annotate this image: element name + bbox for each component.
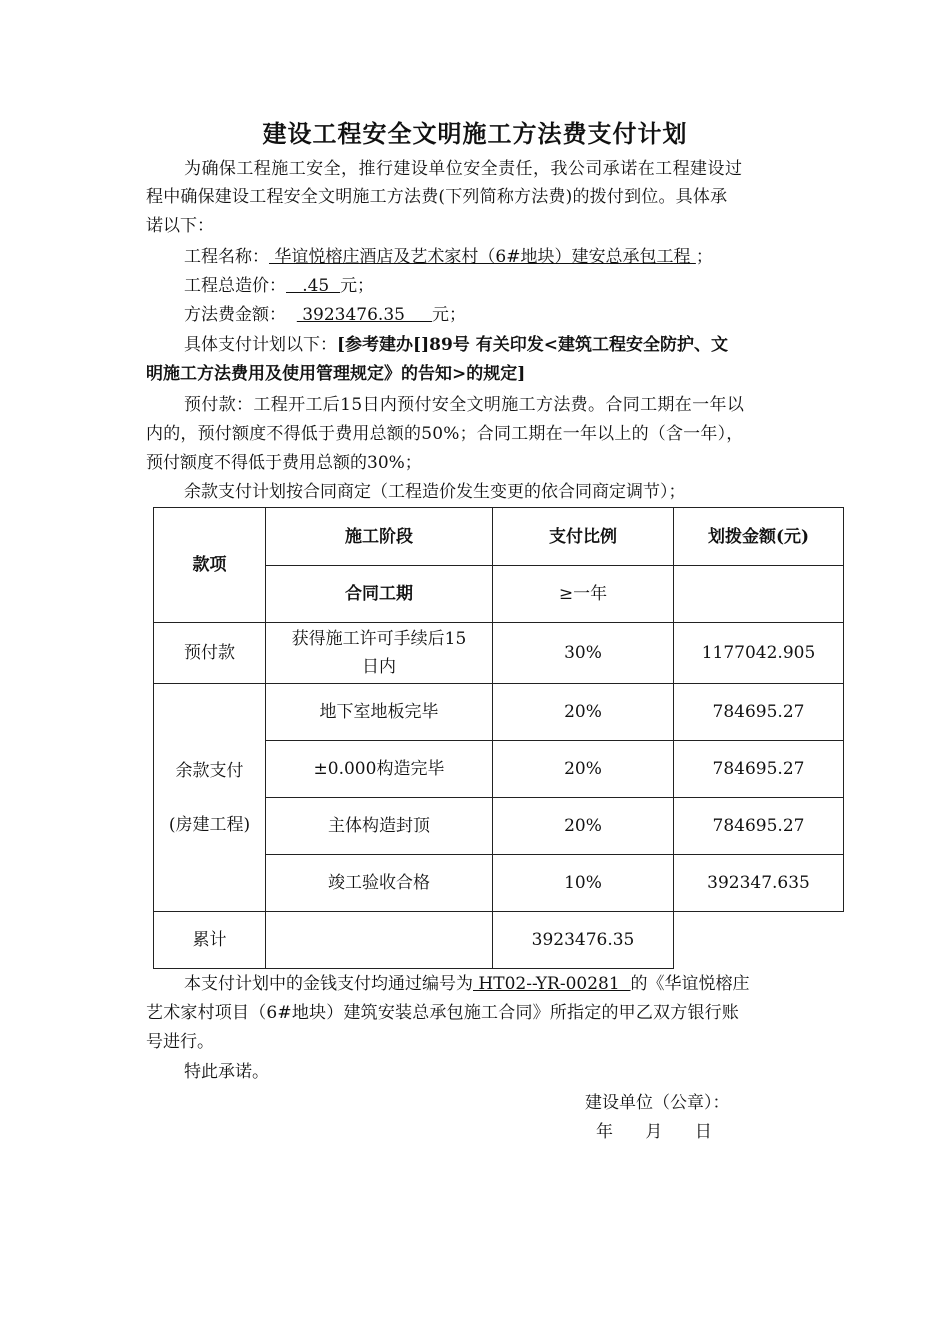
intro-line-2: 程中确保建设工程安全文明施工方法费(下列简称方法费)的拨付到位。具体承 — [146, 187, 728, 207]
project-name-line — [184, 247, 864, 267]
table-row — [154, 684, 844, 741]
table-header-row — [154, 508, 844, 566]
footer-contract-suffix: 的《华谊悦榕庄 — [630, 974, 750, 994]
fee-amount-line — [184, 305, 864, 325]
footer-contract-number: HT02--YR-00281 — [473, 974, 631, 994]
balance-item-line-1: 余款支付 — [175, 760, 244, 781]
header-period-value: ≥一年 — [493, 566, 674, 623]
header-period-amount — [674, 566, 844, 623]
intro-line-3: 诺以下： — [146, 216, 214, 236]
advance-item: 预付款 — [154, 623, 266, 684]
project-name-value: 华谊悦榕庄酒店及艺术家村（6#地块）建安总承包工程 — [269, 247, 696, 267]
advance-line-3: 预付额度不得低于费用总额的30%； — [146, 453, 422, 473]
balance-ratio: 10% — [493, 855, 674, 912]
total-cost-label: 工程总造价： — [184, 276, 286, 296]
balance-item — [154, 684, 266, 912]
advance-amount: 1177042.905 — [674, 623, 844, 684]
fee-amount-suffix: 元； — [431, 305, 466, 325]
total-ratio — [266, 912, 493, 969]
header-ratio: 支付比例 — [493, 508, 674, 566]
advance-stage-line-1: 获得施工许可手续后15 — [291, 629, 467, 649]
plan-intro-line-1 — [184, 335, 864, 355]
balance-ratio: 20% — [493, 684, 674, 741]
header-stage: 施工阶段 — [266, 508, 493, 566]
advance-stage-line-2: 日内 — [362, 657, 396, 677]
project-name-suffix: ； — [695, 247, 713, 267]
footer-contract-prefix: 本支付计划中的金钱支付均通过编号为 — [184, 974, 473, 994]
payment-plan-table — [153, 507, 844, 969]
document-title: 建设工程安全文明施工方法费支付计划 — [262, 119, 688, 148]
plan-intro-prefix: 具体支付计划以下： — [184, 335, 337, 355]
advance-line-1: 预付款：工程开工后15日内预付安全文明施工方法费。合同工期在一年以 — [184, 395, 745, 415]
advance-line-2: 内的，预付额度不得低于费用总额的50%；合同工期在一年以上的（含一年）， — [146, 424, 744, 444]
balance-amount: 784695.27 — [674, 798, 844, 855]
total-cost-line — [184, 276, 864, 296]
footer-contract-line-3: 号进行。 — [146, 1032, 214, 1052]
fee-amount-value: 3923476.35 — [296, 305, 432, 325]
construction-unit-seal: 建设单位（公章）： — [585, 1093, 730, 1113]
plan-intro-line-2: 明施工方法费用及使用管理规定》的告知>的规定] — [146, 364, 526, 384]
intro-line-1: 为确保工程施工安全，推行建设单位安全责任，我公司承诺在工程建设过 — [184, 159, 743, 179]
footer-contract-line-2: 艺术家村项目（6#地块）建筑安装总承包施工合同》所指定的甲乙双方银行账 — [146, 1003, 740, 1023]
header-period-label: 合同工期 — [266, 566, 493, 623]
balance-stage: 主体构造封顶 — [266, 798, 493, 855]
table-row — [154, 623, 844, 684]
footer-promise: 特此承诺。 — [184, 1062, 269, 1082]
fee-amount-label: 方法费金额： — [184, 305, 297, 325]
balance-ratio: 20% — [493, 741, 674, 798]
balance-stage: 竣工验收合格 — [266, 855, 493, 912]
balance-stage: ±0.000构造完毕 — [266, 741, 493, 798]
balance-stage: 地下室地板完毕 — [266, 684, 493, 741]
advance-stage — [266, 623, 493, 684]
table-total-row — [154, 912, 844, 969]
balance-amount: 784695.27 — [674, 684, 844, 741]
total-cost-value: .45 — [286, 276, 341, 296]
balance-note: 余款支付计划按合同商定（工程造价发生变更的依合同商定调节）； — [184, 482, 686, 502]
total-stage: 累计 — [154, 912, 266, 969]
header-item: 款项 — [154, 508, 266, 623]
balance-ratio: 20% — [493, 798, 674, 855]
project-name-label: 工程名称： — [184, 247, 269, 267]
balance-amount: 784695.27 — [674, 741, 844, 798]
header-amount: 划拨金额(元) — [674, 508, 844, 566]
balance-amount: 392347.635 — [674, 855, 844, 912]
signature-date: 年 月 日 — [596, 1122, 712, 1142]
total-cost-suffix: 元； — [340, 276, 375, 296]
total-amount: 3923476.35 — [493, 912, 674, 969]
advance-ratio: 30% — [493, 623, 674, 684]
balance-item-line-2: (房建工程) — [168, 814, 251, 835]
footer-contract-line-1 — [184, 974, 864, 994]
plan-intro-reference: [参考建办[]89号 有关印发<建筑工程安全防护、文 — [337, 335, 728, 355]
